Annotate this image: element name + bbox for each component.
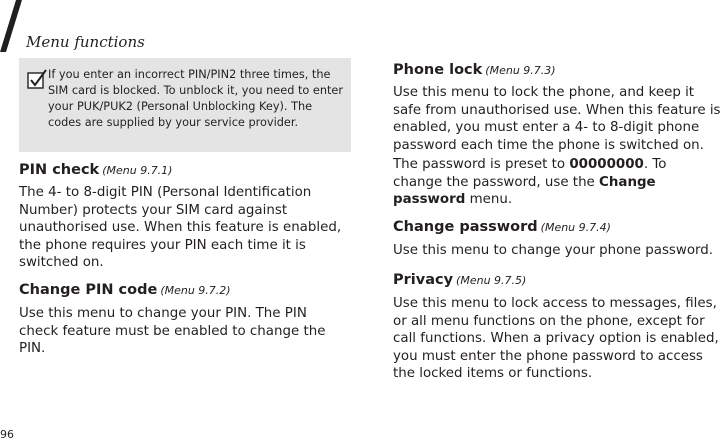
section-body-pin-check: The 4- to 8-digit PIN (Personal Identification Number) protects your SIM card against unauthorised use. When this feature is enabled, the phone requires your PIN each time it is switched on.: [19, 185, 342, 270]
menu-reference: (Menu 9.7.1): [102, 164, 173, 177]
heading-title: Phone lock: [393, 62, 483, 78]
section-body-phone-lock: Use this menu to lock the phone, and keep it safe from unauthorised use. When this feature is enabled, you must enter a 4- to 8-digit phone password each time the phone is switched on.: [393, 85, 721, 153]
section-body-phone-lock-password: [393, 156, 703, 209]
menu-reference: (Menu 9.7.5): [456, 274, 527, 287]
menu-reference: (Menu 9.7.2): [160, 284, 231, 297]
heading-title: Privacy: [393, 272, 454, 288]
page-header-title: Menu functions: [26, 33, 145, 51]
page-number: 96: [0, 428, 14, 441]
text-run: The password is preset to: [393, 157, 570, 172]
text-run: menu.: [465, 192, 513, 207]
text-run: . To change the password, use the: [393, 157, 667, 190]
heading-title: Change PIN code: [19, 282, 158, 298]
section-body-privacy: Use this menu to lock access to messages, files, or all menu functions on the phone, except for call functions. When a privacy option is enabled, you must enter the phone password to access the locked items or functions.: [393, 296, 719, 381]
section-heading-change-pin: [19, 282, 231, 298]
section-body-change-pin: Use this menu to change your PIN. The PIN check feature must be enabled to change the PIN.: [19, 306, 326, 356]
section-heading-privacy: [393, 272, 526, 288]
section-heading-pin-check: [19, 162, 172, 178]
note-box: [19, 58, 351, 152]
section-heading-phone-lock: [393, 62, 556, 78]
section-heading-change-password: [393, 219, 611, 235]
section-body-change-password: Use this menu to change your phone password.: [393, 243, 714, 258]
menu-reference: (Menu 9.7.3): [485, 64, 556, 77]
header-bar: [0, 0, 22, 52]
note-text: If you enter an incorrect PIN/PIN2 three times, the SIM card is blocked. To unblock it, you need to enter your PUK/PUK2 (Personal Unblocking Key). The codes are supplied by your service provider.: [48, 68, 344, 129]
menu-reference: (Menu 9.7.4): [540, 221, 611, 234]
menu-name-change-password: Change password: [393, 174, 656, 207]
checkbox-note-icon: [27, 68, 49, 90]
heading-title: PIN check: [19, 162, 100, 178]
default-password: 00000000: [569, 157, 644, 172]
heading-title: Change password: [393, 219, 538, 235]
